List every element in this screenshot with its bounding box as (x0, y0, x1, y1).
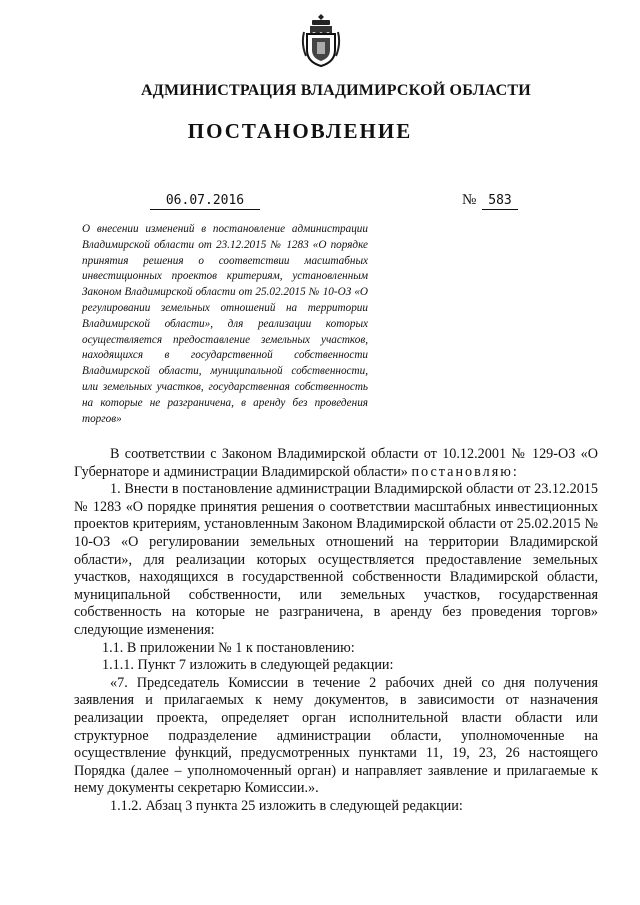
preamble-paragraph (74, 446, 598, 481)
document-subject: О внесении изменений в постановление администрации Владимирской области от 23.12.2015 № 1283 «О порядке принятия решения о соответствии масштабных инвестиционных проектов критериям, установленным Законом Владимирской области от 25.02.2015 № 10-ОЗ «О регулировании земельных отношений на территории Владимирской области», для реализации которых осуществляется предоставление земельных участков, находящихся в государственной собственности Владимирской области, муниципальной собственности, или земельных участков, государственная собственность на которые не разграничена, в аренду без проведения торгов» (82, 223, 368, 425)
organization-title: АДМИНИСТРАЦИЯ ВЛАДИМИРСКОЙ ОБЛАСТИ (141, 82, 531, 99)
paragraph-1-1-1: 1.1.1. Пункт 7 изложить в следующей редакции: (102, 657, 394, 674)
document-type-title: ПОСТАНОВЛЕНИЕ (187, 119, 413, 143)
paragraph-1: 1. Внести в постановление администрации Владимирской области от 23.12.2015 № 1283 «О порядке принятия решения о соответствии масштабных инвестиционных проектов критериям, установленным Законом Владимирской области от 25.02.2015 № 10-ОЗ «О регулировании земельных отношений на территории Владимирской области», для реализации которых осуществляется предоставление земельных участков, находящихся в государственной собственности Владимирской области, муниципальной собственности, или земельных участков, государственная собственность на которые не разграничена, в аренду без проведения торгов» следующие изменения: (74, 481, 598, 638)
coat-of-arms-emblem (300, 12, 342, 68)
document-number: 583 (482, 193, 518, 210)
preamble-text: В соответствии с Законом Владимирской области от 10.12.2001 № 129-ОЗ «О Губернаторе и администрации Владимирской области» (74, 446, 598, 480)
document-body (74, 446, 598, 815)
document-date: 06.07.2016 (150, 193, 260, 210)
quoted-paragraph-7: «7. Председатель Комиссии в течение 2 рабочих дней со дня получения заявления и прилагаемых к нему документов, в зависимости от назначения реализации проекта, определяет орган исполнительной власти области или структурное подразделение администрации области, уполномоченные на осуществление функций, предусмотренных пунктами 11, 19, 23, 26 настоящего Порядка (далее – уполномоченный орган) и направляет заявление и прилагаемые к нему документы секретарю Комиссии.». (74, 674, 598, 797)
paragraph-1-1-2: 1.1.2. Абзац 3 пункта 25 изложить в следующей редакции: (110, 797, 463, 814)
number-label: № (462, 192, 477, 208)
preamble-emphasis: постановляю: (411, 463, 519, 480)
paragraph-1-1: 1.1. В приложении № 1 к постановлению: (102, 639, 355, 656)
